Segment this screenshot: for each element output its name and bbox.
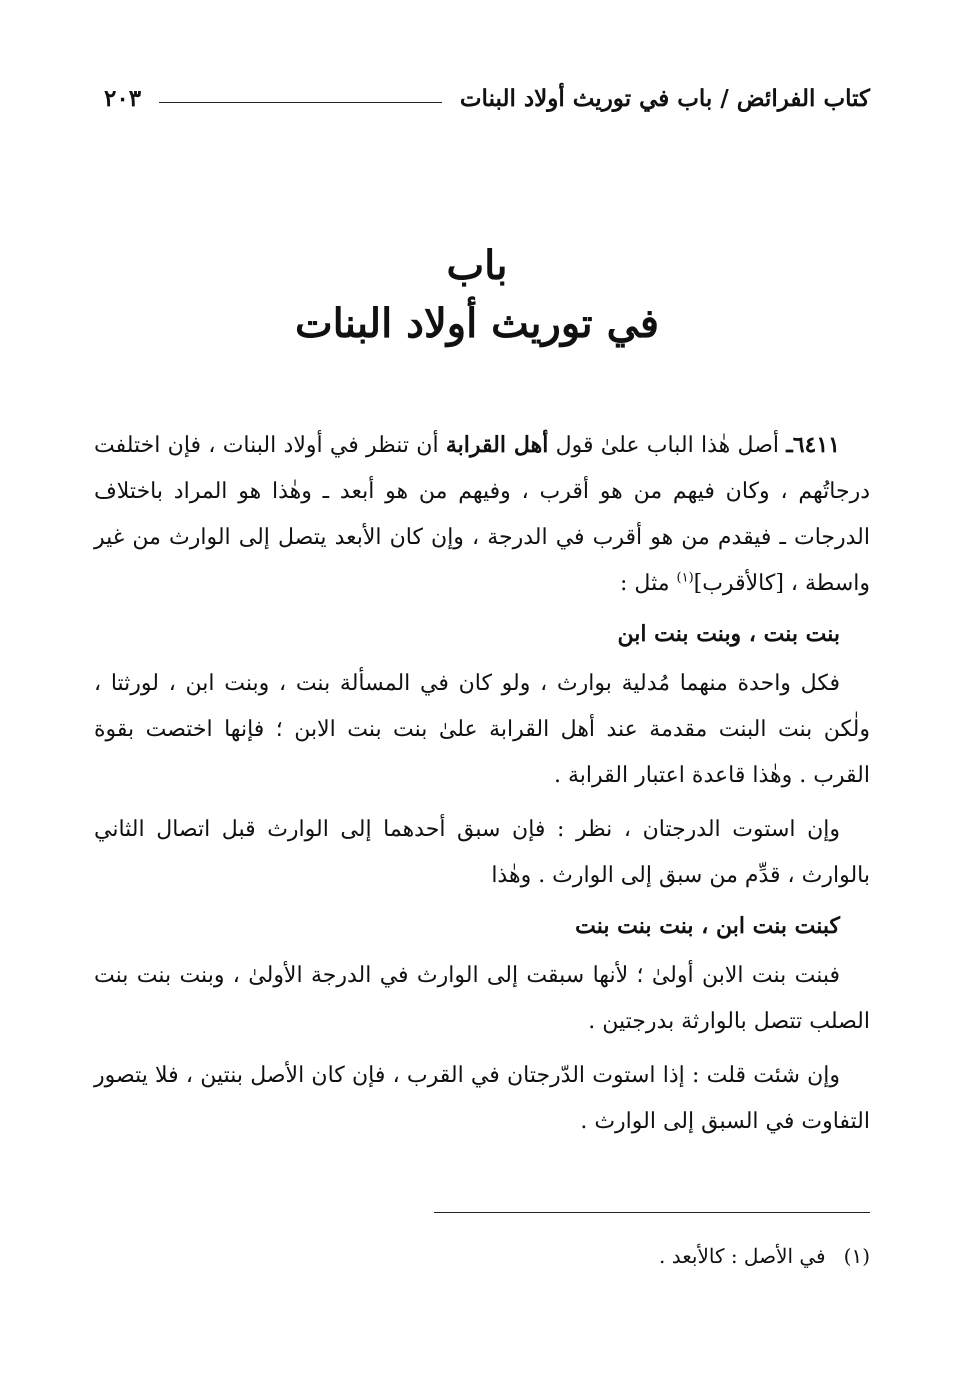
footnote-rule bbox=[434, 1212, 870, 1213]
paragraph-1-text-b: أن تنظر في أولاد البنات ، فإن اختلفت درجاتُهم ، وكان فيهم من هو أقرب ، وفيهم من هو أبعد ـ وهٰذا هو المراد باختلاف الدرجات ـ فيقدم من هو أقرب في الدرجة ، وإن كان الأبعد يتصل إلى الوارث من غير واسطة ، [كالأقرب] bbox=[94, 433, 870, 596]
chapter-heading-line1: باب bbox=[446, 242, 508, 289]
paragraph-5: وإن شئت قلت : إذا استوت الدّرجتان في القرب ، فإن كان الأصل بنتين ، فلا يتصور التفاوت في السبق إلى الوارث . bbox=[94, 1063, 870, 1134]
chapter-heading bbox=[0, 238, 954, 354]
paragraph-3: وإن استوت الدرجتان ، نظر : فإن سبق أحدهما إلى الوارث قبل اتصال الثاني بالوارث ، قدِّم من سبق إلى الوارث . وهٰذا bbox=[94, 817, 870, 888]
footnote-reference: (١) bbox=[676, 570, 694, 586]
entry-number: ٦٤١١ـ bbox=[786, 432, 840, 458]
example-1: بنت بنت ، وبنت بنت ابن bbox=[617, 621, 840, 647]
footnote-marker: (١) bbox=[843, 1244, 870, 1268]
paragraph-1-emphasis: أهل القرابة bbox=[445, 432, 549, 458]
paragraph-1-text-a: أصل هٰذا الباب علىٰ قول bbox=[548, 433, 787, 458]
paragraph-2: فكل واحدة منهما مُدلية بوارث ، ولو كان في المسألة بنت ، وبنت ابن ، لورثتا ، ولٰكن بنت البنت مقدمة عند أهل القرابة علىٰ بنت بنت الابن ؛ فإنها اختصت بقوة القرب . وهٰذا قاعدة اعتبار القرابة . bbox=[94, 671, 870, 788]
header-title: كتاب الفرائض / باب في توريث أولاد البنات bbox=[459, 84, 870, 112]
paragraph-1 bbox=[94, 422, 870, 607]
paragraph-1-text-c: مثل : bbox=[620, 571, 677, 596]
paragraph-4: فبنت بنت الابن أولىٰ ؛ لأنها سبقت إلى الوارث في الدرجة الأولىٰ ، وبنت بنت بنت الصلب تتصل بالوارثة بدرجتين . bbox=[94, 963, 870, 1034]
chapter-heading-line2: في توريث أولاد البنات bbox=[294, 300, 660, 347]
footnote-text: في الأصل : كالأبعد . bbox=[659, 1244, 826, 1268]
header-rule bbox=[159, 102, 442, 103]
body-text bbox=[94, 422, 870, 1145]
example-2: كبنت بنت ابن ، بنت بنت بنت bbox=[575, 913, 840, 939]
page-number: ٢٠٣ bbox=[104, 84, 142, 112]
running-header bbox=[104, 78, 870, 118]
footnote bbox=[94, 1236, 870, 1276]
